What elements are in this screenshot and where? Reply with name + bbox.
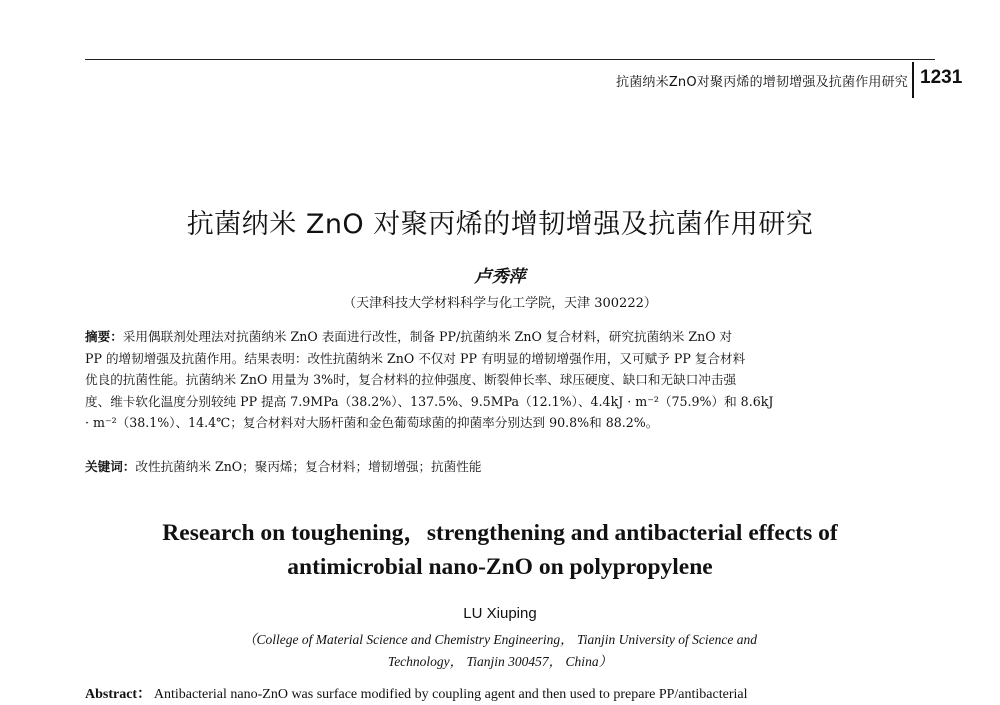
english-abstract (85, 683, 945, 703)
abstract-line: · m⁻²（38.1%）、14.4℃；复合材料对大肠杆菌和金色葡萄球菌的抑菌率分别达到 90.8%和 88.2%。 (85, 415, 659, 430)
chinese-keywords (85, 456, 933, 477)
chinese-author: 卢秀萍 (474, 267, 526, 287)
page-number: 1231 (920, 67, 963, 88)
english-title-line: antimicrobial nano-ZnO on polypropylene (287, 554, 713, 580)
running-title: 抗菌纳米ZnO对聚丙烯的增韧增强及抗菌作用研究 (616, 75, 908, 90)
chinese-title: 抗菌纳米 ZnO 对聚丙烯的增韧增强及抗菌作用研究 (186, 209, 814, 240)
chinese-affiliation: （天津科技大学材料科学与化工学院，天津 300222） (343, 296, 657, 311)
english-title (0, 516, 1000, 584)
english-title-line: Research on toughening，strengthening and antibacterial effects of (162, 520, 838, 546)
abstract-line: 优良的抗菌性能。抗菌纳米 ZnO 用量为 3%时，复合材料的拉伸强度、断裂伸长率、球压硬度、缺口和无缺口冲击强 (85, 372, 737, 387)
english-abstract-text: Antibacterial nano-ZnO was surface modified by coupling agent and then used to prepare PP/antibacterial (151, 687, 748, 702)
english-affiliation-line: Technology， Tianjin 300457， China） (387, 654, 613, 669)
english-abstract-label: Abstract： (85, 687, 152, 702)
chinese-keywords-text: 改性抗菌纳米 ZnO；聚丙烯；复合材料；增韧增强；抗菌性能 (135, 459, 482, 474)
abstract-line: 摘要：采用偶联剂处理法对抗菌纳米 ZnO 表面进行改性，制备 PP/抗菌纳米 ZnO 复合材料，研究抗菌纳米 ZnO 对 (85, 329, 733, 344)
page-number-separator (912, 62, 914, 98)
header-rule (85, 59, 935, 60)
english-affiliation (0, 629, 1000, 673)
chinese-abstract-label: 摘要： (85, 329, 123, 344)
english-author: LU Xiuping (463, 605, 537, 622)
chinese-abstract (85, 326, 933, 434)
abstract-line: PP 的增韧增强及抗菌作用。结果表明：改性抗菌纳米 ZnO 不仅对 PP 有明显的增韧增强作用，又可赋予 PP 复合材料 (85, 350, 746, 366)
english-affiliation-line: （College of Material Science and Chemistry Engineering， Tianjin University of Science and (242, 632, 758, 647)
abstract-line: 度、维卡软化温度分别较纯 PP 提高 7.9MPa（38.2%）、137.5%、9.5MPa（12.1%）、4.4kJ · m⁻²（75.9%）和 8.6kJ (85, 393, 774, 409)
chinese-keywords-label: 关键词： (85, 459, 136, 474)
